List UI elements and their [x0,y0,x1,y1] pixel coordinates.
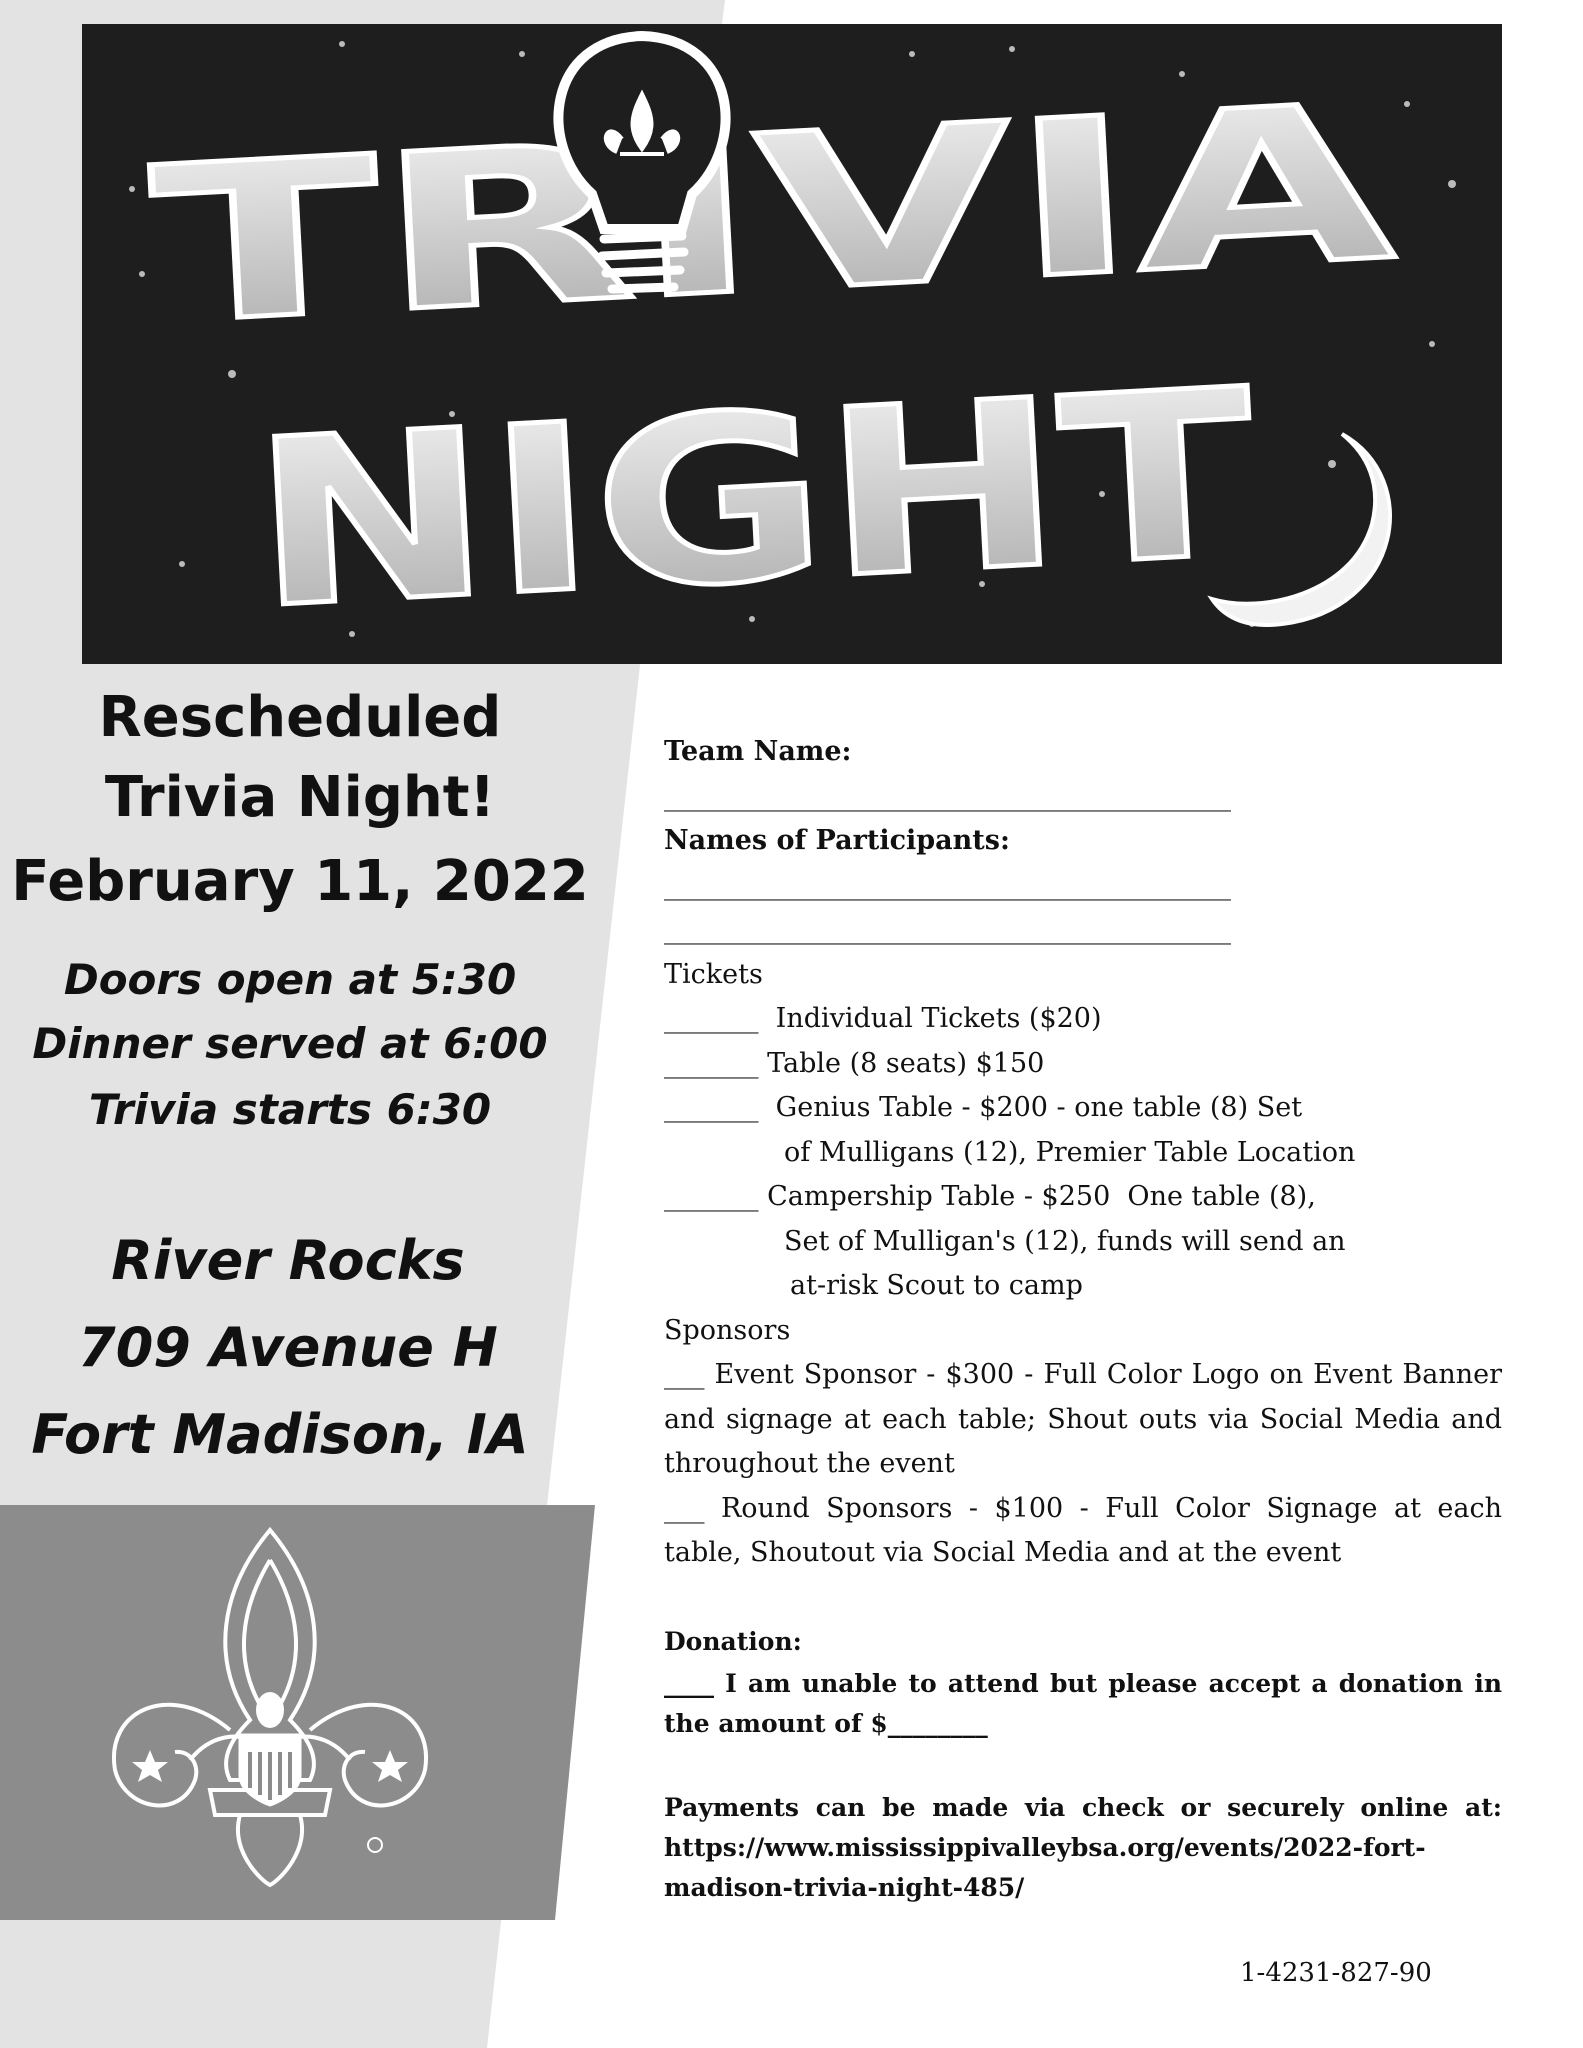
participants-blank-2: __________________________________________ [664,914,1231,945]
tickets-label: Tickets [664,958,763,990]
scout-fleur-de-lis-logo [100,1520,440,1900]
participants-blank-1: __________________________________________ [664,869,1231,901]
team-name-label: Team Name: [664,736,852,767]
ticket-campership-line2: Set of Mulligan's (12), funds will send an [784,1225,1346,1257]
doors-open-time: Doors open at 5:30 [63,955,517,1004]
ticket-table: _______ Table (8 seats) $150 [664,1047,1045,1079]
event-sponsor-text: ___ Event Sponsor - $300 - Full Color Logo on Event Banner and signage at each table; Shout outs via Social Media and throughout the event [664,1359,1502,1479]
ticket-campership-line3: at-risk Scout to camp [790,1270,1083,1301]
trivia-start-time: Trivia starts 6:30 [88,1085,492,1134]
donation-text: ____ I am unable to attend but please accept a donation in the amount of $________ [664,1669,1502,1738]
donation-label: Donation: [664,1626,802,1656]
registration-form [664,730,1502,1908]
banner-night-text: NIGHT [247,350,1077,660]
round-sponsor-text: ___ Round Sponsors - $100 - Full Color Signage at each table, Shoutout via Social Media and at the event [664,1492,1502,1568]
dinner-time: Dinner served at 6:00 [32,1019,548,1068]
ticket-genius-line1: _______ Genius Table - $200 - one table (8) Set [664,1092,1303,1123]
venue-street: 709 Avenue H [78,1316,498,1379]
venue-city: Fort Madison, IA [31,1403,529,1466]
ticket-individual: _______ Individual Tickets ($20) [664,1003,1102,1034]
rescheduled-heading: Rescheduled [98,685,502,750]
ticket-campership-line1: _______ Campership Table - $250 One table (8), [664,1181,1316,1212]
trivia-night-banner [82,24,1502,664]
ticket-genius-line2: of Mulligans (12), Premier Table Location [784,1136,1356,1168]
event-date: February 11, 2022 [11,849,589,914]
team-name-blank: __________________________________________ [664,780,1231,812]
phone-number: 1-4231-827-90 [1240,1958,1432,1988]
venue-name: River Rocks [111,1229,465,1292]
trivia-night-heading: Trivia Night! [104,765,496,830]
banner-trivia-text: TRIVIA [146,79,964,373]
participants-label: Names of Participants: [664,825,1010,856]
payments-text: Payments can be made via check or securely online at: https://www.mississippivalleybsa.org/events/2022-fort-madison-trivia-night-485/ [664,1793,1502,1902]
sponsors-label: Sponsors [664,1314,791,1346]
